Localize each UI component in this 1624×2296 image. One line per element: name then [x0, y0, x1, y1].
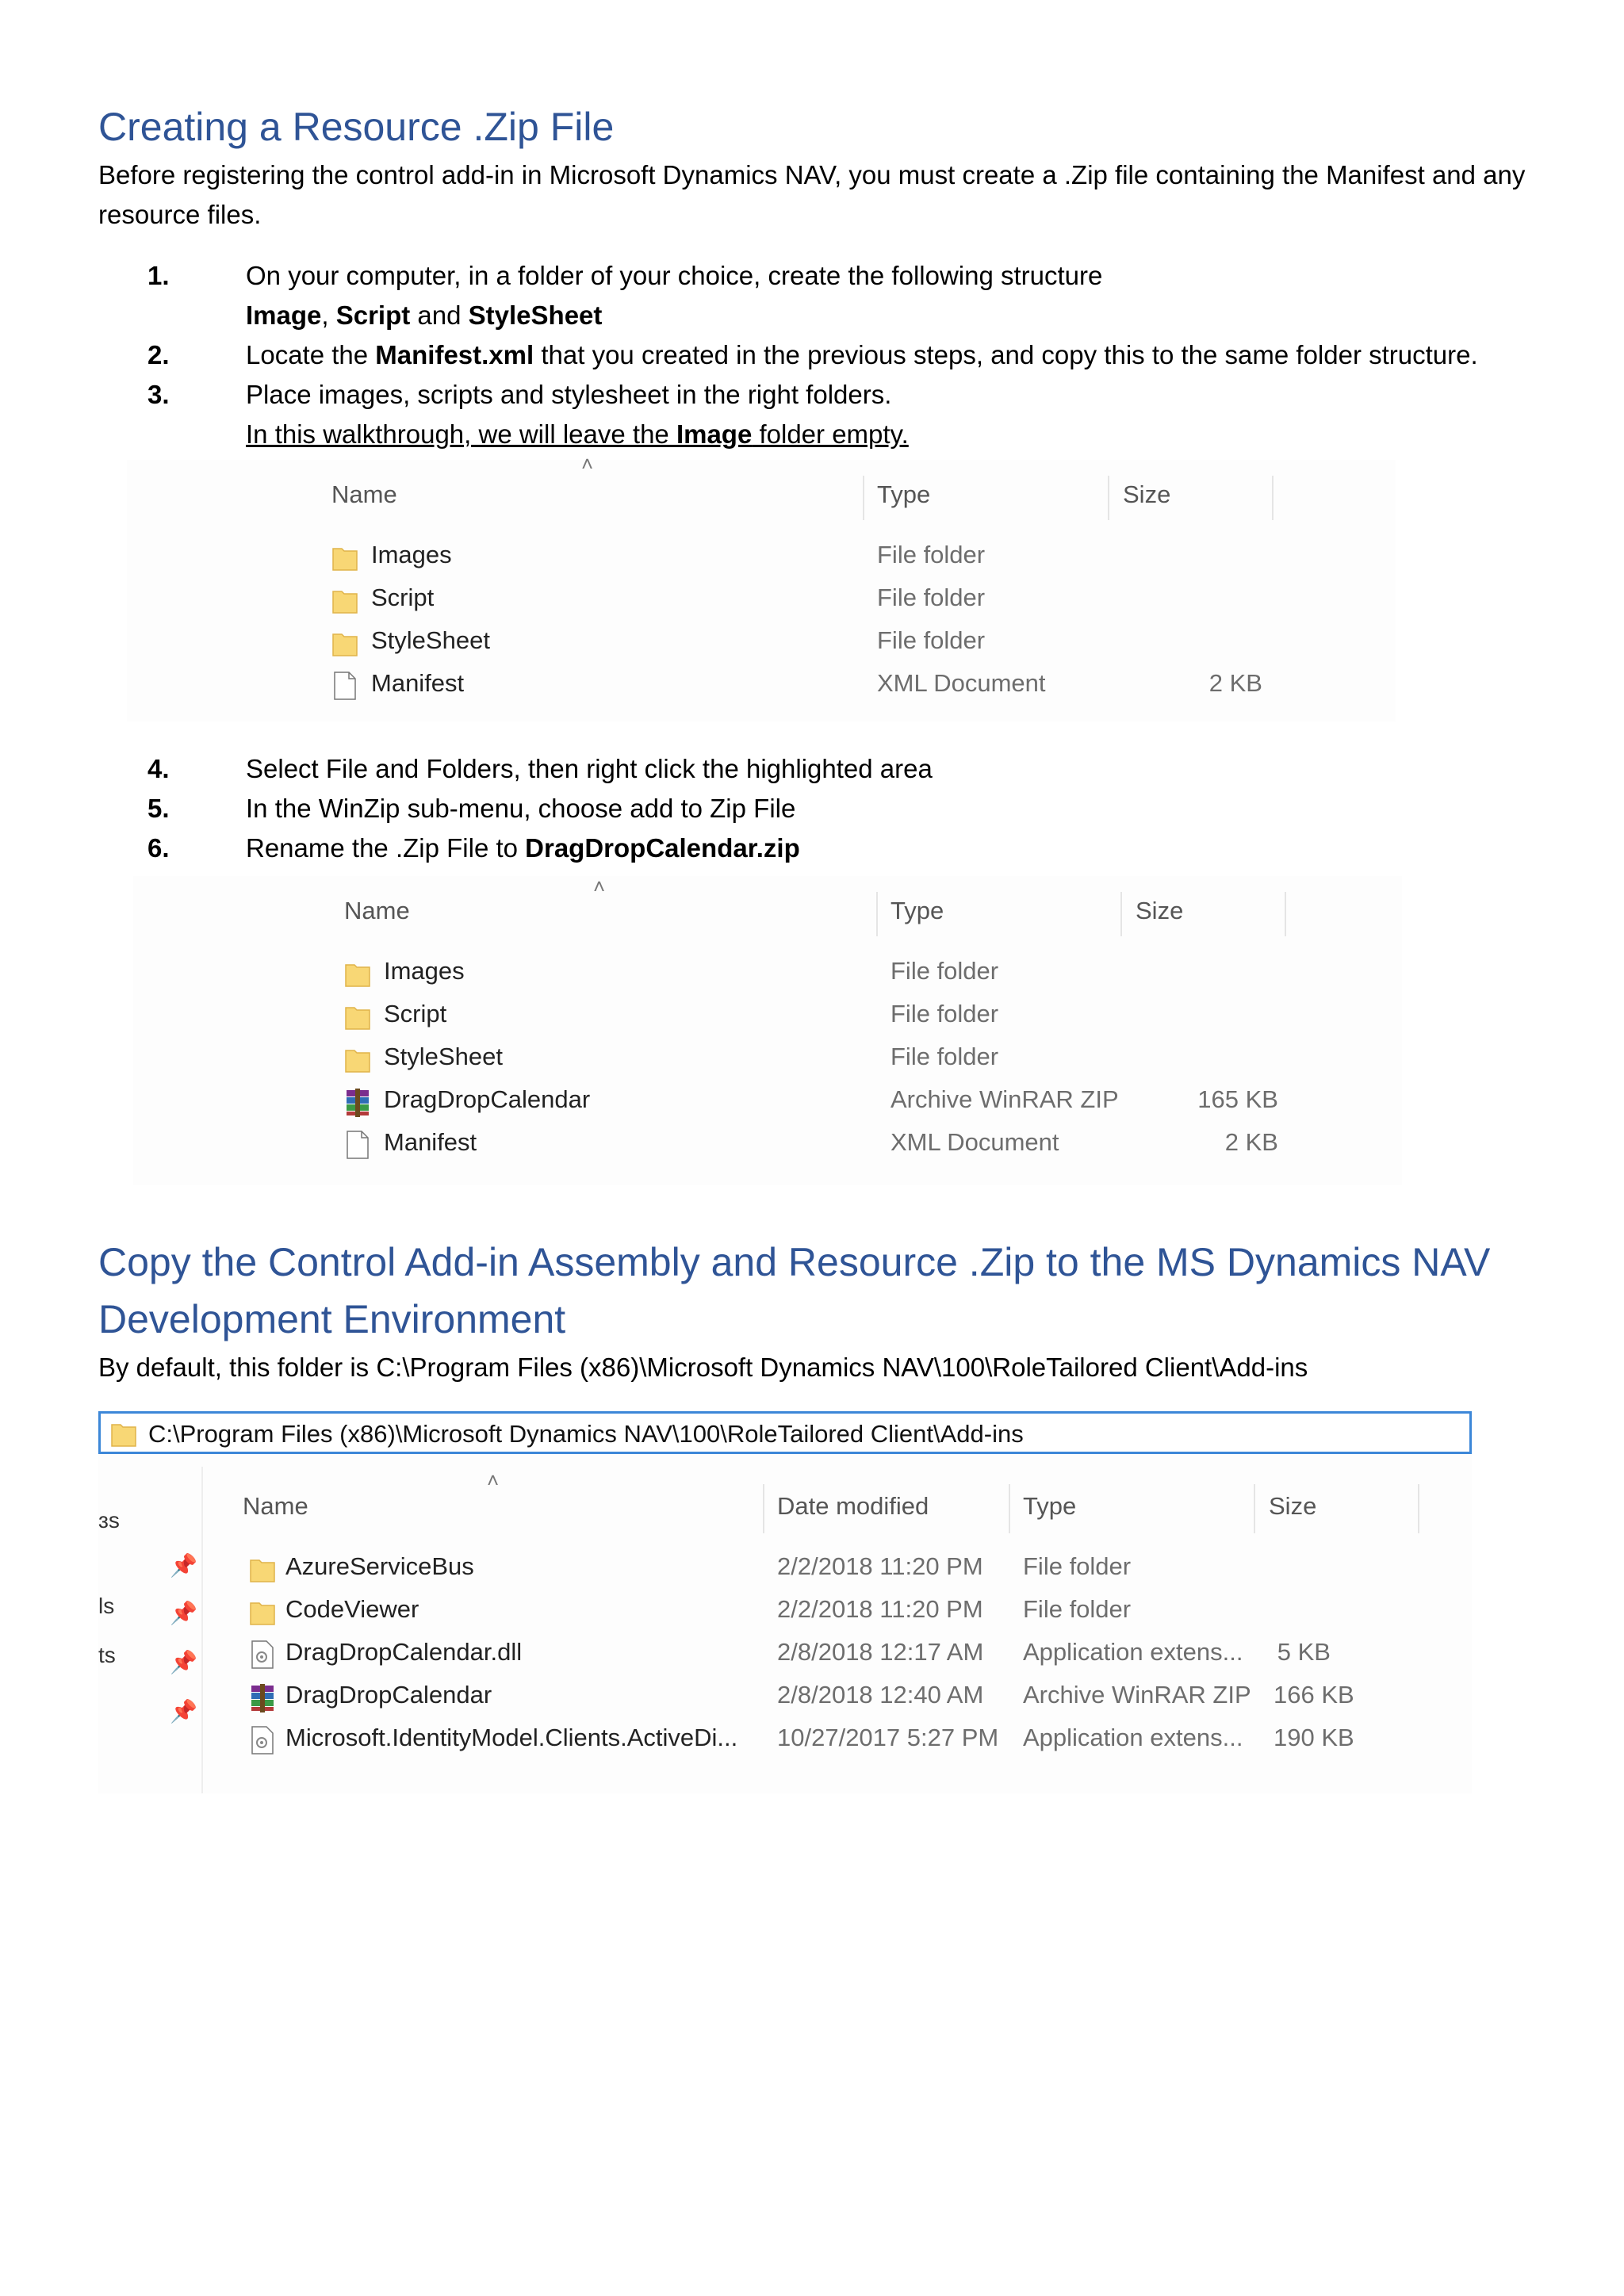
file-row[interactable]: Microsoft.IdentityModel.Clients.ActiveDi... 10/27/2017 5:27 PM Application extens... 190 KB: [243, 1716, 1432, 1758]
file-row[interactable]: StyleSheet File folder: [331, 618, 1283, 661]
pin-icon[interactable]: 📌: [170, 1601, 197, 1625]
address-path: C:\Program Files (x86)\Microsoft Dynamics NAV\100\RoleTailored Client\Add-ins: [148, 1420, 1024, 1448]
file-row[interactable]: Images File folder: [331, 533, 1283, 576]
step-structure: Image, Script and StyleSheet: [246, 300, 603, 330]
step-number: 2.: [147, 340, 170, 369]
column-divider: [1418, 1484, 1419, 1533]
pin-icon[interactable]: 📌: [170, 1553, 197, 1578]
column-divider: [863, 476, 864, 520]
step-number: 5.: [147, 794, 170, 823]
sort-indicator-icon: ˄: [487, 1468, 500, 1492]
column-header-size[interactable]: Size: [1269, 1492, 1317, 1520]
file-row[interactable]: Script File folder: [331, 576, 1283, 618]
sort-indicator-icon: ˄: [593, 874, 606, 898]
section-intro-zip: Before registering the control add-in in Microsoft Dynamics NAV, you must create a .Zip file containing the Manifest and any resource files.: [98, 160, 1526, 229]
column-header-name[interactable]: Name: [344, 897, 410, 924]
step-text: In the WinZip sub-menu, choose add to Zip File: [246, 794, 796, 823]
winrar-archive-icon: [249, 1682, 276, 1712]
file-row[interactable]: DragDropCalendar.dll 2/8/2018 12:17 AM Application extens... 5 KB: [243, 1630, 1432, 1673]
file-row[interactable]: AzureServiceBus 2/2/2018 11:20 PM File folder: [243, 1544, 1432, 1587]
step-text: On your computer, in a folder of your choice, create the following structure: [246, 261, 1103, 290]
section-heading-zip: Creating a Resource .Zip File: [98, 105, 615, 149]
document-icon: [331, 671, 358, 701]
section-heading-copy-line1: Copy the Control Add-in Assembly and Resource .Zip to the MS Dynamics NAV: [98, 1240, 1491, 1284]
pin-icon[interactable]: 📌: [170, 1650, 197, 1674]
explorer-screenshot-2: [133, 876, 1402, 1185]
pin-icon[interactable]: 📌: [170, 1699, 197, 1724]
folder-icon: [331, 585, 358, 615]
column-header-size[interactable]: Size: [1123, 480, 1171, 508]
folder-icon: [344, 1044, 371, 1074]
column-divider: [763, 1484, 764, 1533]
column-header-type[interactable]: Type: [891, 897, 944, 924]
step-text: Rename the .Zip File to DragDropCalendar.zip: [246, 833, 800, 863]
section-intro-copy: By default, this folder is C:\Program Files (x86)\Microsoft Dynamics NAV\100\RoleTailored Client\Add-ins: [98, 1353, 1308, 1382]
column-header-name[interactable]: Name: [331, 480, 397, 508]
column-header-size[interactable]: Size: [1136, 897, 1184, 924]
column-divider: [876, 892, 878, 936]
winrar-archive-icon: [344, 1087, 371, 1117]
file-row[interactable]: DragDropCalendar 2/8/2018 12:40 AM Archive WinRAR ZIP 166 KB: [243, 1673, 1432, 1716]
column-divider: [1285, 892, 1286, 936]
folder-icon: [110, 1418, 137, 1448]
step-number: 4.: [147, 754, 170, 783]
explorer-screenshot-3: [98, 1411, 1472, 1793]
dll-file-icon: [249, 1640, 276, 1670]
nav-item-label[interactable]: ɜs: [98, 1508, 120, 1533]
folder-icon: [344, 959, 371, 989]
step-note: In this walkthrough, we will leave the Image folder empty.: [246, 419, 909, 449]
file-row[interactable]: Manifest XML Document 2 KB: [331, 661, 1283, 704]
column-divider: [1120, 892, 1122, 936]
file-row[interactable]: StyleSheet File folder: [344, 1035, 1296, 1077]
file-row[interactable]: Script File folder: [344, 992, 1296, 1035]
folder-icon: [331, 628, 358, 658]
sort-indicator-icon: ˄: [581, 452, 594, 476]
step-text: Select File and Folders, then right click the highlighted area: [246, 754, 933, 783]
folder-icon: [249, 1554, 276, 1584]
step-text: Locate the Manifest.xml that you created in the previous steps, and copy this to the same folder structure.: [246, 340, 1478, 369]
explorer-screenshot-1: [127, 452, 1396, 721]
document-icon: [344, 1130, 371, 1160]
column-divider: [1108, 476, 1109, 520]
folder-icon: [344, 1001, 371, 1031]
file-row[interactable]: CodeViewer 2/2/2018 11:20 PM File folder: [243, 1587, 1432, 1630]
file-row[interactable]: Manifest XML Document 2 KB: [344, 1120, 1296, 1163]
navigation-pane: [98, 1467, 203, 1793]
step-text: Place images, scripts and stylesheet in the right folders.: [246, 380, 892, 409]
dll-file-icon: [249, 1725, 276, 1755]
step-number: 6.: [147, 833, 170, 863]
folder-icon: [331, 542, 358, 572]
folder-icon: [249, 1597, 276, 1627]
step-number: 3.: [147, 380, 170, 409]
column-header-type[interactable]: Type: [1023, 1492, 1077, 1520]
nav-item-label[interactable]: ts: [98, 1643, 116, 1667]
file-row[interactable]: Images File folder: [344, 949, 1296, 992]
step-number: 1.: [147, 261, 170, 290]
section-heading-copy-line2: Development Environment: [98, 1297, 566, 1341]
column-header-name[interactable]: Name: [243, 1492, 308, 1520]
column-divider: [1272, 476, 1274, 520]
column-divider: [1009, 1484, 1010, 1533]
column-header-date[interactable]: Date modified: [777, 1492, 929, 1520]
column-divider: [1254, 1484, 1255, 1533]
column-header-type[interactable]: Type: [877, 480, 931, 508]
nav-item-label[interactable]: ls: [98, 1594, 115, 1618]
file-row[interactable]: DragDropCalendar Archive WinRAR ZIP 165 KB: [344, 1077, 1296, 1120]
address-bar[interactable]: [98, 1411, 1472, 1454]
